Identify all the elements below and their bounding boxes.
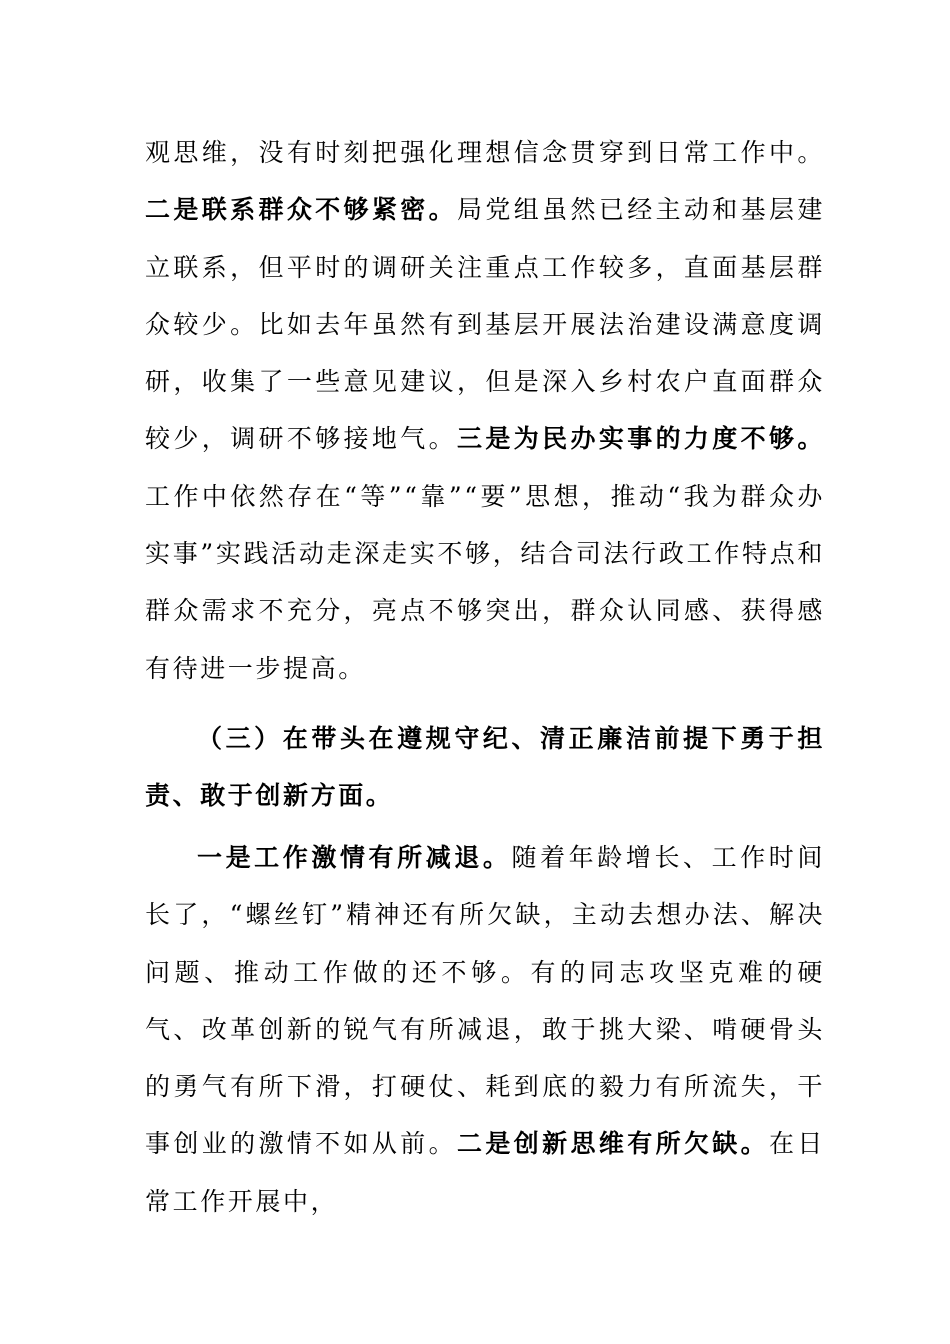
body-paragraph-2 <box>145 829 825 1230</box>
body-paragraph-1 <box>145 124 825 697</box>
paragraph-1-text-a: 观思维，没有时刻把强化理想信念贯穿到日常工作中。 <box>145 138 825 167</box>
paragraph-1-text-c: 工作中依然存在“等”“靠”“要”思想，推动“我为群众办实事”实践活动走深走实不够，结合司法行政工作特点和群众需求不充分，亮点不够突出，群众认同感、获得感有待进一步提高。 <box>145 481 825 683</box>
paragraph-1-text-b: 局党组虽然已经主动和基层建立联系，但平时的调研关注重点工作较多，直面基层群众较少。比如去年虽然有到基层开展法治建设满意度调研，收集了一些意见建议，但是深入乡村农户直面群众较少，调研不够接地气。 <box>145 195 825 454</box>
point-three-heading: 三是为民办实事的力度不够。 <box>457 424 825 454</box>
paragraph-2-text-a: 随着年龄增长、工作时间长了，“螺丝钉”精神还有所欠缺，主动去想办法、解决问题、推动工作做的还不够。有的同志攻坚克难的硬气、改革创新的锐气有所减退，敢于挑大梁、啃硬骨头的勇气有所下滑，打硬仗、耗到底的毅力有所流失，干事创业的激情不如从前。 <box>145 843 825 1159</box>
point-two-heading: 二是联系群众不够紧密。 <box>145 195 458 225</box>
point-one-heading: 一是工作激情有所减退。 <box>197 843 512 872</box>
paragraph-2-text-b: 在日常工作开展中， <box>145 1129 825 1216</box>
point-two-heading-2: 二是创新思维有所欠缺。 <box>457 1129 770 1159</box>
section-heading: （三）在带头在遵规守纪、清正廉洁前提下勇于担责、敢于创新方面。 <box>145 724 825 811</box>
